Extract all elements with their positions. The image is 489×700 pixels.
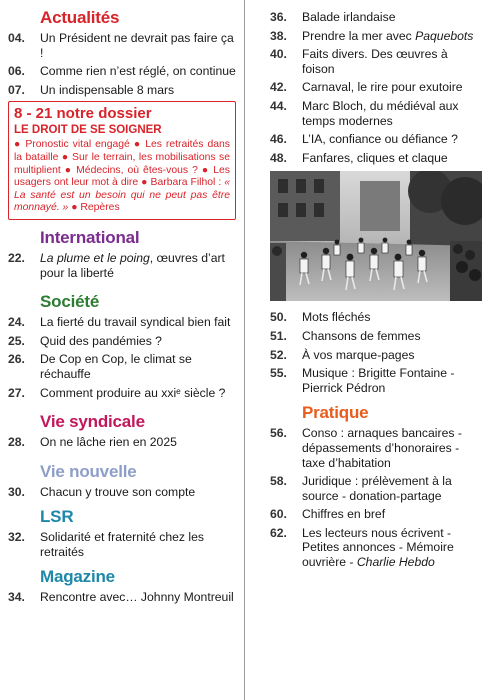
page-number: 34. [8,590,25,605]
toc-entry[interactable] [270,426,482,470]
toc-entry[interactable] [270,132,482,147]
page-number: 51. [270,328,287,343]
toc-entry[interactable] [8,352,236,381]
page-number: 55. [270,366,287,381]
toc-entry[interactable] [270,474,482,503]
entry-title: La fierté du travail syndical bien fait [40,315,231,330]
page-number: 38. [270,28,287,43]
toc-entry[interactable] [270,80,482,95]
column-divider [244,0,245,700]
page-number: 56. [270,426,287,441]
dossier-body-text: ● Pronostic vital engagé ● Les retraités dans la bataille ● Sur le terrain, les mobilisations se multiplient ● Médecins, où êtes-vous ? ● Les usagers ont leur mot à dire ● Barbara Filhol : [14,139,230,189]
entry-title: Balade irlandaise [302,10,396,24]
toc-entry[interactable] [8,64,236,79]
entry-title: Comme rien n’est réglé, on continue [40,64,236,79]
toc-entry[interactable] [8,334,236,349]
page-number: 28. [8,435,25,450]
dossier-tail: ● Repères [68,202,120,214]
section-title-lsr: LSR [40,507,74,527]
toc-entry[interactable] [8,251,236,280]
section-title-magazine: Magazine [40,567,115,587]
toc-entry[interactable] [270,526,482,570]
page-number: 58. [270,474,287,489]
toc-entry[interactable] [8,530,236,559]
toc-entry[interactable] [270,47,482,76]
entry-title: Musique : Brigitte Fontaine - Pierrick Pédron [302,366,455,395]
page-number: 24. [8,315,25,330]
entry-title: Fanfares, cliques et claque [302,150,448,165]
entry-title: De Cop en Cop, le climat se réchauffe [40,352,192,381]
page-number: 32. [8,530,25,545]
page-number: 07. [8,82,25,97]
entry-title: On ne lâche rien en 2025 [40,435,177,450]
entry-title: Chansons de femmes [302,328,421,343]
dossier-quote: « La santé est un besoin qui ne peut pas être monnayé. » [14,177,230,214]
entry-title: L’IA, confiance ou défiance ? [302,132,458,147]
page-number: 62. [270,525,287,540]
page-number: 42. [270,80,287,95]
toc-entry[interactable] [270,348,482,363]
page-number: 04. [8,31,25,45]
toc-entry[interactable] [270,10,482,25]
entry-title: Juridique : prélèvement à la source - donation-partage [302,474,452,503]
entry-title [40,251,236,280]
page-number: 30. [8,484,25,499]
section-title-vie-nouvelle: Vie nouvelle [40,461,137,481]
toc-entry[interactable] [8,485,236,500]
entry-title: Marc Bloch, du médiéval aux temps modernes [302,98,459,128]
toc-entry[interactable] [8,315,236,330]
entry-title: À vos marque-pages [302,347,415,362]
toc-entry[interactable] [8,83,236,98]
toc-entry[interactable] [270,507,482,522]
page-number: 22. [8,250,25,265]
page-number: 50. [270,310,287,325]
section-title-vie-syndicale: Vie syndicale [40,412,145,432]
entry-title: Un Président ne devrait pas faire ça ! [40,31,234,60]
page-number: 26. [8,352,25,367]
page-number: 60. [270,507,287,522]
toc-entry[interactable] [8,31,236,60]
page-number: 44. [270,98,287,113]
section-title-pratique: Pratique [302,403,369,423]
entry-title-text: Prendre la mer avec [302,28,416,43]
page-number: 48. [270,150,287,165]
entry-title-italic: Paquebots [415,28,474,43]
entry-title-text: Les lecteurs nous écrivent - Petites annonces - Mémoire ouvrière - [302,525,454,570]
toc-entry[interactable] [270,366,482,395]
page-number: 25. [8,333,25,348]
entry-title: Comment produire au xxiᵉ siècle ? [40,385,226,400]
entry-title-italic: Charlie Hebdo [356,555,435,570]
toc-entry[interactable] [8,590,236,605]
entry-title [302,29,482,44]
entry-title: Un indispensable 8 mars [40,82,175,97]
dossier-subtitle: LE DROIT DE SE SOIGNER [14,124,162,137]
section-title-international: International [40,227,140,247]
section-title-societe: Société [40,292,100,312]
entry-title-rest: , œuvres d’art pour la liberté [40,250,225,280]
page-number: 52. [270,347,287,362]
entry-title: Conso : arnaques bancaires - dépassements d’honoraires - taxe d’habitation [302,426,462,470]
parade-photo [270,171,482,301]
page-number: 27. [8,385,25,400]
page-number: 36. [270,10,287,24]
toc-entry[interactable] [270,151,482,166]
majorettes-photo-illustration [270,171,482,301]
entry-title-italic: La plume et le poing [40,250,150,265]
toc-entry[interactable] [8,386,236,401]
left-column [8,8,236,609]
entry-title: Mots fléchés [302,310,371,325]
entry-title [302,526,482,570]
entry-title: Solidarité et fraternité chez les retraités [40,530,204,559]
entry-title: Rencontre avec… Johnny Montreuil [40,590,234,605]
toc-entry[interactable] [270,329,482,344]
page-number: 46. [270,132,287,147]
right-column [270,10,482,574]
dossier-box[interactable] [8,101,236,220]
dossier-summary [14,139,230,215]
entry-title: Faits divers. Des œuvres à foison [302,47,448,76]
entry-title: Chiffres en bref [302,507,386,522]
page-number: 06. [8,64,25,79]
toc-entry[interactable] [270,29,482,44]
entry-title: Quid des pandémies ? [40,333,162,348]
toc-entry[interactable] [270,310,482,325]
page-number: 40. [270,47,287,62]
toc-entry[interactable] [270,99,482,128]
dossier-title: 8 - 21 notre dossier [14,105,152,123]
section-title-actualites: Actualités [40,8,120,27]
toc-entry[interactable] [8,435,236,450]
entry-title: Carnaval, le rire pour exutoire [302,80,463,95]
entry-title: Chacun y trouve son compte [40,484,196,499]
